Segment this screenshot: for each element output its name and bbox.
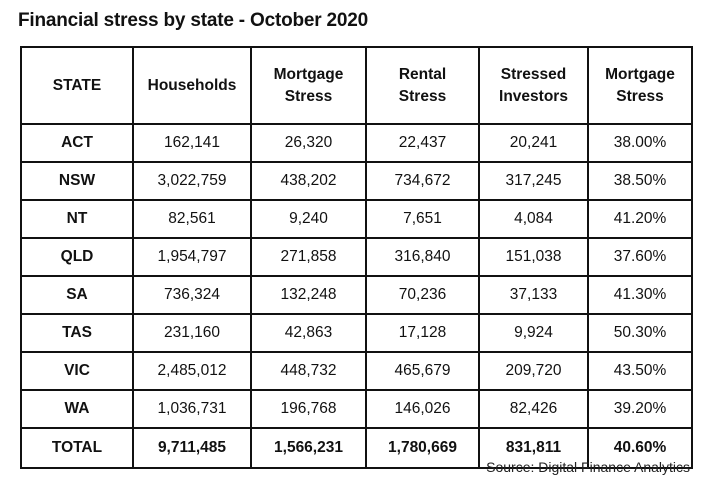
stressed-investors-cell: 4,084 xyxy=(479,200,588,238)
state-cell: WA xyxy=(21,390,133,428)
households-cell: 1,036,731 xyxy=(133,390,251,428)
column-header-mortgage-stress-pct xyxy=(588,47,692,124)
column-header-stressed-investors-label: Stressed Investors xyxy=(499,65,568,105)
total-label-cell: TOTAL xyxy=(21,428,133,468)
total-mortgage-stress-cell: 1,566,231 xyxy=(251,428,366,468)
column-header-rental-stress-label: Rental Stress xyxy=(398,65,447,105)
state-cell: QLD xyxy=(21,238,133,276)
mortgage-stress-pct-cell: 41.30% xyxy=(588,276,692,314)
mortgage-stress-pct-cell: 39.20% xyxy=(588,390,692,428)
table-row xyxy=(21,238,692,276)
households-cell: 2,485,012 xyxy=(133,352,251,390)
rental-stress-cell: 734,672 xyxy=(366,162,479,200)
rental-stress-cell: 22,437 xyxy=(366,124,479,162)
state-cell: ACT xyxy=(21,124,133,162)
rental-stress-cell: 70,236 xyxy=(366,276,479,314)
mortgage-stress-cell: 26,320 xyxy=(251,124,366,162)
column-header-stressed-investors xyxy=(479,47,588,124)
mortgage-stress-pct-cell: 38.00% xyxy=(588,124,692,162)
mortgage-stress-pct-cell: 50.30% xyxy=(588,314,692,352)
state-cell: SA xyxy=(21,276,133,314)
mortgage-stress-pct-cell: 43.50% xyxy=(588,352,692,390)
table-row xyxy=(21,314,692,352)
mortgage-stress-pct-cell: 41.20% xyxy=(588,200,692,238)
column-header-rental-stress xyxy=(366,47,479,124)
total-stressed-investors-cell: 831,811 xyxy=(479,428,588,468)
table-row xyxy=(21,276,692,314)
table-header-row xyxy=(21,47,692,124)
column-header-mortgage-stress-label: Mortgage Stress xyxy=(273,65,344,105)
table-row xyxy=(21,390,692,428)
households-cell: 1,954,797 xyxy=(133,238,251,276)
stressed-investors-cell: 9,924 xyxy=(479,314,588,352)
total-mortgage-stress-pct-cell: 40.60% xyxy=(588,428,692,468)
column-header-households: Households xyxy=(133,47,251,124)
mortgage-stress-cell: 271,858 xyxy=(251,238,366,276)
total-rental-stress-cell: 1,780,669 xyxy=(366,428,479,468)
state-cell: VIC xyxy=(21,352,133,390)
table-row xyxy=(21,162,692,200)
rental-stress-cell: 465,679 xyxy=(366,352,479,390)
total-households-cell: 9,711,485 xyxy=(133,428,251,468)
mortgage-stress-cell: 132,248 xyxy=(251,276,366,314)
mortgage-stress-cell: 438,202 xyxy=(251,162,366,200)
page-title: Financial stress by state - October 2020 xyxy=(18,10,368,31)
mortgage-stress-cell: 196,768 xyxy=(251,390,366,428)
mortgage-stress-cell: 9,240 xyxy=(251,200,366,238)
mortgage-stress-cell: 448,732 xyxy=(251,352,366,390)
households-cell: 82,561 xyxy=(133,200,251,238)
column-header-state: STATE xyxy=(21,47,133,124)
households-cell: 231,160 xyxy=(133,314,251,352)
stressed-investors-cell: 82,426 xyxy=(479,390,588,428)
rental-stress-cell: 17,128 xyxy=(366,314,479,352)
state-cell: NSW xyxy=(21,162,133,200)
households-cell: 3,022,759 xyxy=(133,162,251,200)
table-row xyxy=(21,124,692,162)
mortgage-stress-cell: 42,863 xyxy=(251,314,366,352)
rental-stress-cell: 7,651 xyxy=(366,200,479,238)
stressed-investors-cell: 209,720 xyxy=(479,352,588,390)
column-header-mortgage-stress xyxy=(251,47,366,124)
households-cell: 162,141 xyxy=(133,124,251,162)
stressed-investors-cell: 151,038 xyxy=(479,238,588,276)
rental-stress-cell: 316,840 xyxy=(366,238,479,276)
stressed-investors-cell: 37,133 xyxy=(479,276,588,314)
table-row xyxy=(21,200,692,238)
financial-stress-table xyxy=(20,46,693,469)
column-header-mortgage-stress-pct-label: Mortgage Stress xyxy=(605,65,675,105)
mortgage-stress-pct-cell: 37.60% xyxy=(588,238,692,276)
stressed-investors-cell: 20,241 xyxy=(479,124,588,162)
households-cell: 736,324 xyxy=(133,276,251,314)
state-cell: TAS xyxy=(21,314,133,352)
table-row xyxy=(21,352,692,390)
source-note: Source: Digital Finance Analytics xyxy=(486,459,690,475)
rental-stress-cell: 146,026 xyxy=(366,390,479,428)
state-cell: NT xyxy=(21,200,133,238)
mortgage-stress-pct-cell: 38.50% xyxy=(588,162,692,200)
stressed-investors-cell: 317,245 xyxy=(479,162,588,200)
